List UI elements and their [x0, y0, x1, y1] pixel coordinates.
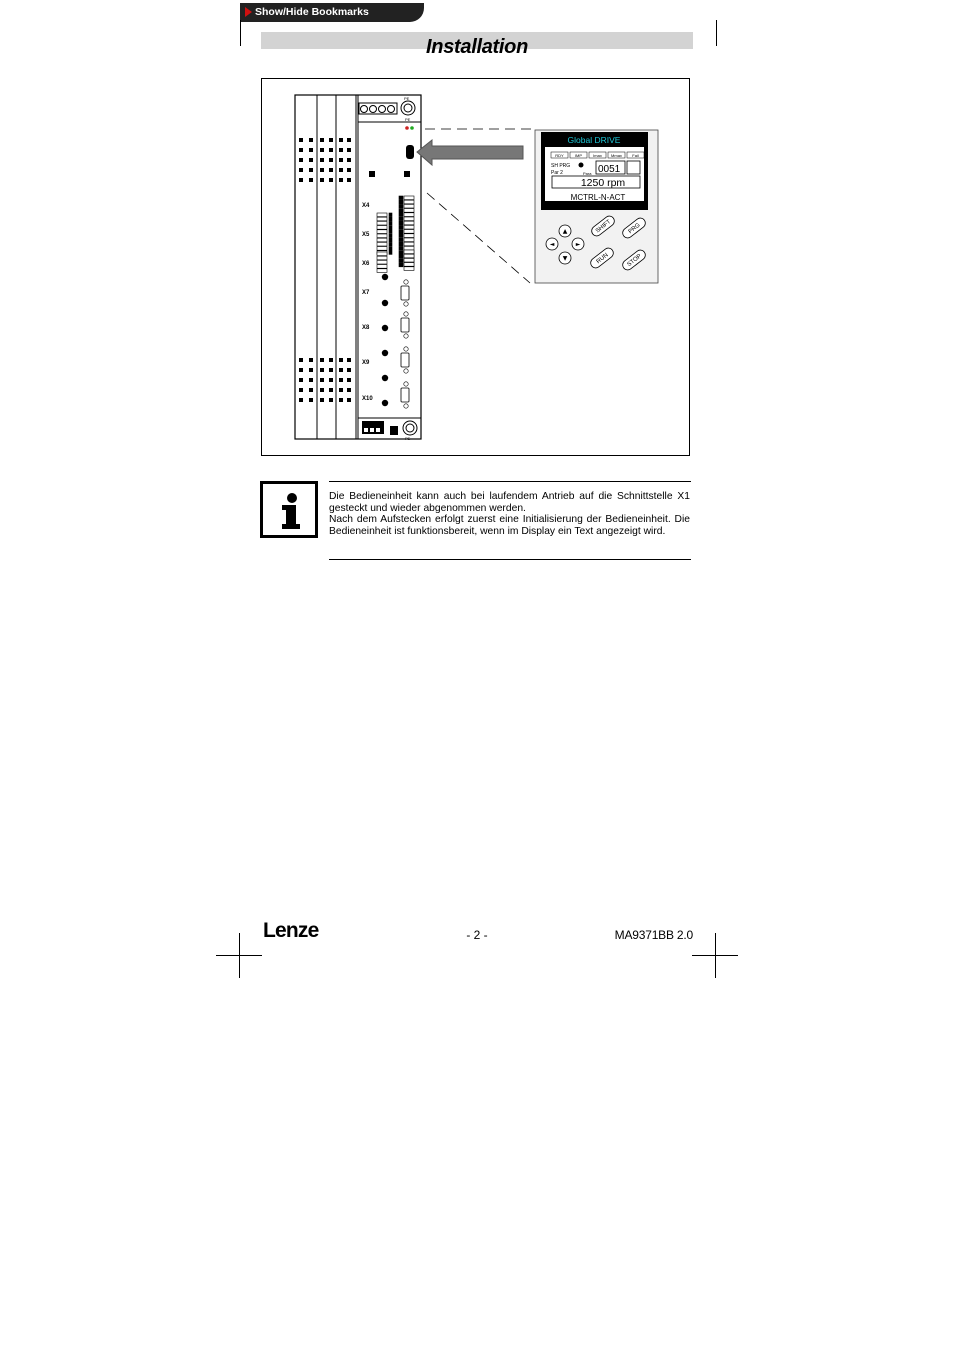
keypad-brand: Global DRIVE — [567, 135, 621, 145]
terminal-dot — [309, 398, 313, 402]
terminal-slot — [377, 242, 387, 246]
terminal-dot — [320, 138, 324, 142]
terminal-dot — [339, 168, 343, 172]
module-label-x9: X9 — [362, 360, 370, 366]
terminal-pin — [389, 251, 392, 255]
terminal-dot — [347, 148, 351, 152]
terminal-dot — [320, 158, 324, 162]
terminal-slot — [377, 247, 387, 251]
terminal-dot — [320, 358, 324, 362]
terminal-pin — [389, 238, 392, 242]
terminal-dot — [320, 378, 324, 382]
terminal-dot — [320, 388, 324, 392]
note-paragraph-2: Nach dem Aufstecken erfolgt zuerst eine Initialisierung der Bedieneinheit. Die Bedieneinheit ist funktionsbereit, wenn im Display ein Text angezeigt wird. — [329, 514, 690, 537]
status-flag-label: Imax — [593, 153, 602, 158]
socket-dot — [382, 350, 388, 356]
socket-dot — [382, 274, 388, 280]
terminal-slot — [404, 258, 414, 262]
terminal-slot — [377, 260, 387, 264]
terminal-slot — [377, 217, 387, 221]
terminal-pin — [399, 217, 403, 221]
terminal-dot — [309, 138, 313, 142]
mount-square — [404, 171, 410, 177]
info-icon — [260, 481, 318, 538]
pe-top-label: PE — [404, 96, 410, 101]
terminal-dot — [329, 368, 333, 372]
module-labels — [362, 203, 373, 402]
up-arrow-icon: ▲ — [562, 228, 568, 235]
terminal-dot — [309, 148, 313, 152]
terminal-dot — [320, 168, 324, 172]
terminal-dot — [329, 358, 333, 362]
sub-d-connector — [401, 286, 409, 300]
status-flag-label: IMP — [574, 153, 583, 158]
crop-mark — [239, 933, 240, 978]
terminal-dot — [329, 168, 333, 172]
terminal-dot — [347, 358, 351, 362]
terminal-dot — [299, 168, 303, 172]
terminal-dot — [347, 378, 351, 382]
terminal-slot — [404, 204, 414, 208]
down-arrow-icon: ▼ — [562, 255, 568, 262]
terminal-pin — [389, 247, 392, 251]
terminal-pin — [399, 225, 403, 229]
terminal-slot — [404, 242, 414, 246]
terminal-slot — [404, 213, 414, 217]
bookmark-toggle-label: Show/Hide Bookmarks — [255, 6, 369, 18]
terminal-dot — [329, 138, 333, 142]
terminal-dot — [329, 178, 333, 182]
terminal-dot — [309, 368, 313, 372]
installation-diagram — [0, 0, 954, 470]
terminal-slot — [377, 238, 387, 242]
terminal-pin — [399, 246, 403, 250]
socket-dot — [382, 400, 388, 406]
terminal-slot — [404, 267, 414, 271]
terminal-dot — [347, 398, 351, 402]
crop-mark — [715, 933, 716, 978]
terminal-slot — [404, 250, 414, 254]
terminal-dot — [309, 178, 313, 182]
terminal-dot — [299, 368, 303, 372]
key-run-label: RUN — [595, 252, 610, 266]
status-flag-label: Fail — [632, 153, 639, 158]
terminal-dot — [309, 388, 313, 392]
terminal-pin — [389, 217, 392, 221]
terminal-pin — [399, 259, 403, 263]
terminal-dot — [339, 178, 343, 182]
terminal-dot — [299, 398, 303, 402]
page-number: - 2 - — [466, 928, 488, 942]
terminal-dot — [339, 378, 343, 382]
terminal-dot — [347, 168, 351, 172]
terminal-slot — [404, 221, 414, 225]
terminal-dot — [329, 398, 333, 402]
terminal-dot — [347, 178, 351, 182]
socket-dot — [382, 325, 388, 331]
module-label-x4: X4 — [362, 203, 370, 209]
pe-label-lower: PE — [405, 436, 411, 441]
terminal-dot — [299, 358, 303, 362]
terminal-dot — [339, 388, 343, 392]
mount-square — [369, 171, 375, 177]
keypad-value: 1250 rpm — [580, 177, 626, 189]
terminal-dot — [299, 138, 303, 142]
terminal-pin — [399, 263, 403, 267]
sub-d-connector — [401, 388, 409, 402]
led-red — [405, 126, 409, 130]
sub-d-connectors — [382, 274, 409, 408]
terminal-pin — [389, 234, 392, 238]
terminal-pin — [399, 204, 403, 208]
key-stop-label: STOP — [626, 253, 643, 269]
terminal-dot — [329, 388, 333, 392]
terminal-slot — [377, 256, 387, 260]
terminal-slot — [404, 225, 414, 229]
terminal-slot — [377, 252, 387, 256]
terminal-dot — [339, 158, 343, 162]
terminal-slot — [377, 226, 387, 230]
socket-dot — [382, 375, 388, 381]
screw-icon — [404, 312, 408, 316]
keypad-mode-text: SH PRG — [551, 163, 571, 169]
terminal-dot — [309, 168, 313, 172]
terminal-slot — [404, 217, 414, 221]
terminal-dot — [320, 178, 324, 182]
screw-icon — [404, 302, 408, 306]
status-flag-label: RDY — [555, 153, 564, 158]
terminal-slot — [404, 246, 414, 250]
screw-icon — [404, 347, 408, 351]
terminal-slot — [404, 238, 414, 242]
terminal-pin — [389, 221, 392, 225]
terminal-slot — [404, 200, 414, 204]
terminal-dot — [320, 398, 324, 402]
terminal-pin — [399, 242, 403, 246]
terminal-dot — [299, 158, 303, 162]
terminal-slot — [404, 234, 414, 238]
socket-dot — [382, 300, 388, 306]
terminal-dot — [339, 138, 343, 142]
terminal-dot — [347, 158, 351, 162]
keypad-unit — [535, 130, 658, 283]
terminal-slot — [404, 263, 414, 267]
terminal-slot — [377, 269, 387, 273]
keypad-parameter-name: MCTRL-N-ACT — [570, 193, 626, 202]
terminal-dot — [339, 368, 343, 372]
terminal-dot — [309, 358, 313, 362]
terminal-dots — [299, 138, 351, 402]
terminal-pin — [399, 255, 403, 259]
left-arrow-icon: ◄ — [549, 241, 555, 248]
terminal-dot — [339, 148, 343, 152]
x1-socket — [406, 145, 414, 159]
terminal-dot — [329, 378, 333, 382]
terminal-dot — [299, 388, 303, 392]
keypad-par-label: Par 2 — [551, 170, 563, 176]
terminal-pin — [399, 230, 403, 234]
terminal-strips — [377, 196, 414, 272]
terminal-slot — [377, 234, 387, 238]
terminal-slot — [377, 265, 387, 269]
terminal-pin — [399, 200, 403, 204]
terminal-pin — [399, 234, 403, 238]
pe-label-upper: PE — [405, 117, 411, 122]
terminal-slot — [377, 213, 387, 217]
terminal-dot — [299, 148, 303, 152]
terminal-pin — [399, 209, 403, 213]
screw-icon — [404, 382, 408, 386]
terminal-slot — [377, 230, 387, 234]
note-bottom-rule — [329, 559, 691, 560]
terminal-dot — [299, 378, 303, 382]
key-prg-label: PRG — [627, 222, 642, 236]
terminal-pin — [389, 242, 392, 246]
right-arrow-icon: ► — [575, 241, 581, 248]
terminal-pin — [399, 238, 403, 242]
terminal-pin — [399, 213, 403, 217]
terminal-dot — [320, 368, 324, 372]
status-flag-label: Mmax — [611, 153, 622, 158]
document-id: MA9371BB 2.0 — [614, 928, 693, 942]
screw-icon — [404, 280, 408, 284]
note-text — [329, 491, 690, 537]
keypad-para-label: Para — [583, 171, 592, 176]
terminal-dot — [309, 158, 313, 162]
terminal-slot — [404, 209, 414, 213]
terminal-slot — [377, 221, 387, 225]
terminal-dot — [320, 148, 324, 152]
bottom-terminal-block — [362, 421, 417, 435]
lenze-logo: Lenze — [263, 919, 319, 942]
module-label-x5: X5 — [362, 232, 370, 238]
key-shift-label: SHIFT — [594, 219, 613, 235]
keypad-cursor-icon — [579, 163, 584, 168]
screw-icon — [404, 369, 408, 373]
terminal-pin — [389, 230, 392, 234]
module-label-x6: X6 — [362, 261, 370, 267]
top-terminal-block — [359, 101, 415, 115]
led-green — [410, 126, 414, 130]
terminal-dot — [329, 148, 333, 152]
sub-d-connector — [401, 353, 409, 367]
terminal-pin — [389, 213, 392, 217]
terminal-dot — [347, 388, 351, 392]
terminal-pin — [389, 226, 392, 230]
page-title: Installation — [426, 36, 528, 58]
screw-icon — [404, 404, 408, 408]
terminal-dot — [329, 158, 333, 162]
terminal-dot — [309, 378, 313, 382]
terminal-dot — [339, 358, 343, 362]
keypad-code: 0051 — [598, 164, 621, 175]
terminal-slot — [404, 196, 414, 200]
terminal-pin — [399, 251, 403, 255]
note-paragraph-1: Die Bedieneinheit kann auch bei laufendem Antrieb auf die Schnittstelle X1 gesteckt und wieder abgenommen werden. — [329, 491, 690, 514]
terminal-slot — [404, 254, 414, 258]
module-label-x7: X7 — [362, 290, 370, 296]
terminal-pin — [399, 221, 403, 225]
terminal-dot — [339, 398, 343, 402]
terminal-dot — [347, 138, 351, 142]
module-label-x10: X10 — [362, 396, 373, 402]
insert-arrow-icon — [417, 140, 523, 165]
sub-d-connector — [401, 318, 409, 332]
terminal-pin — [399, 196, 403, 200]
terminal-slot — [404, 230, 414, 234]
screw-icon — [404, 334, 408, 338]
note-top-rule — [329, 481, 691, 482]
terminal-dot — [299, 178, 303, 182]
terminal-dot — [347, 368, 351, 372]
module-label-x8: X8 — [362, 325, 370, 331]
